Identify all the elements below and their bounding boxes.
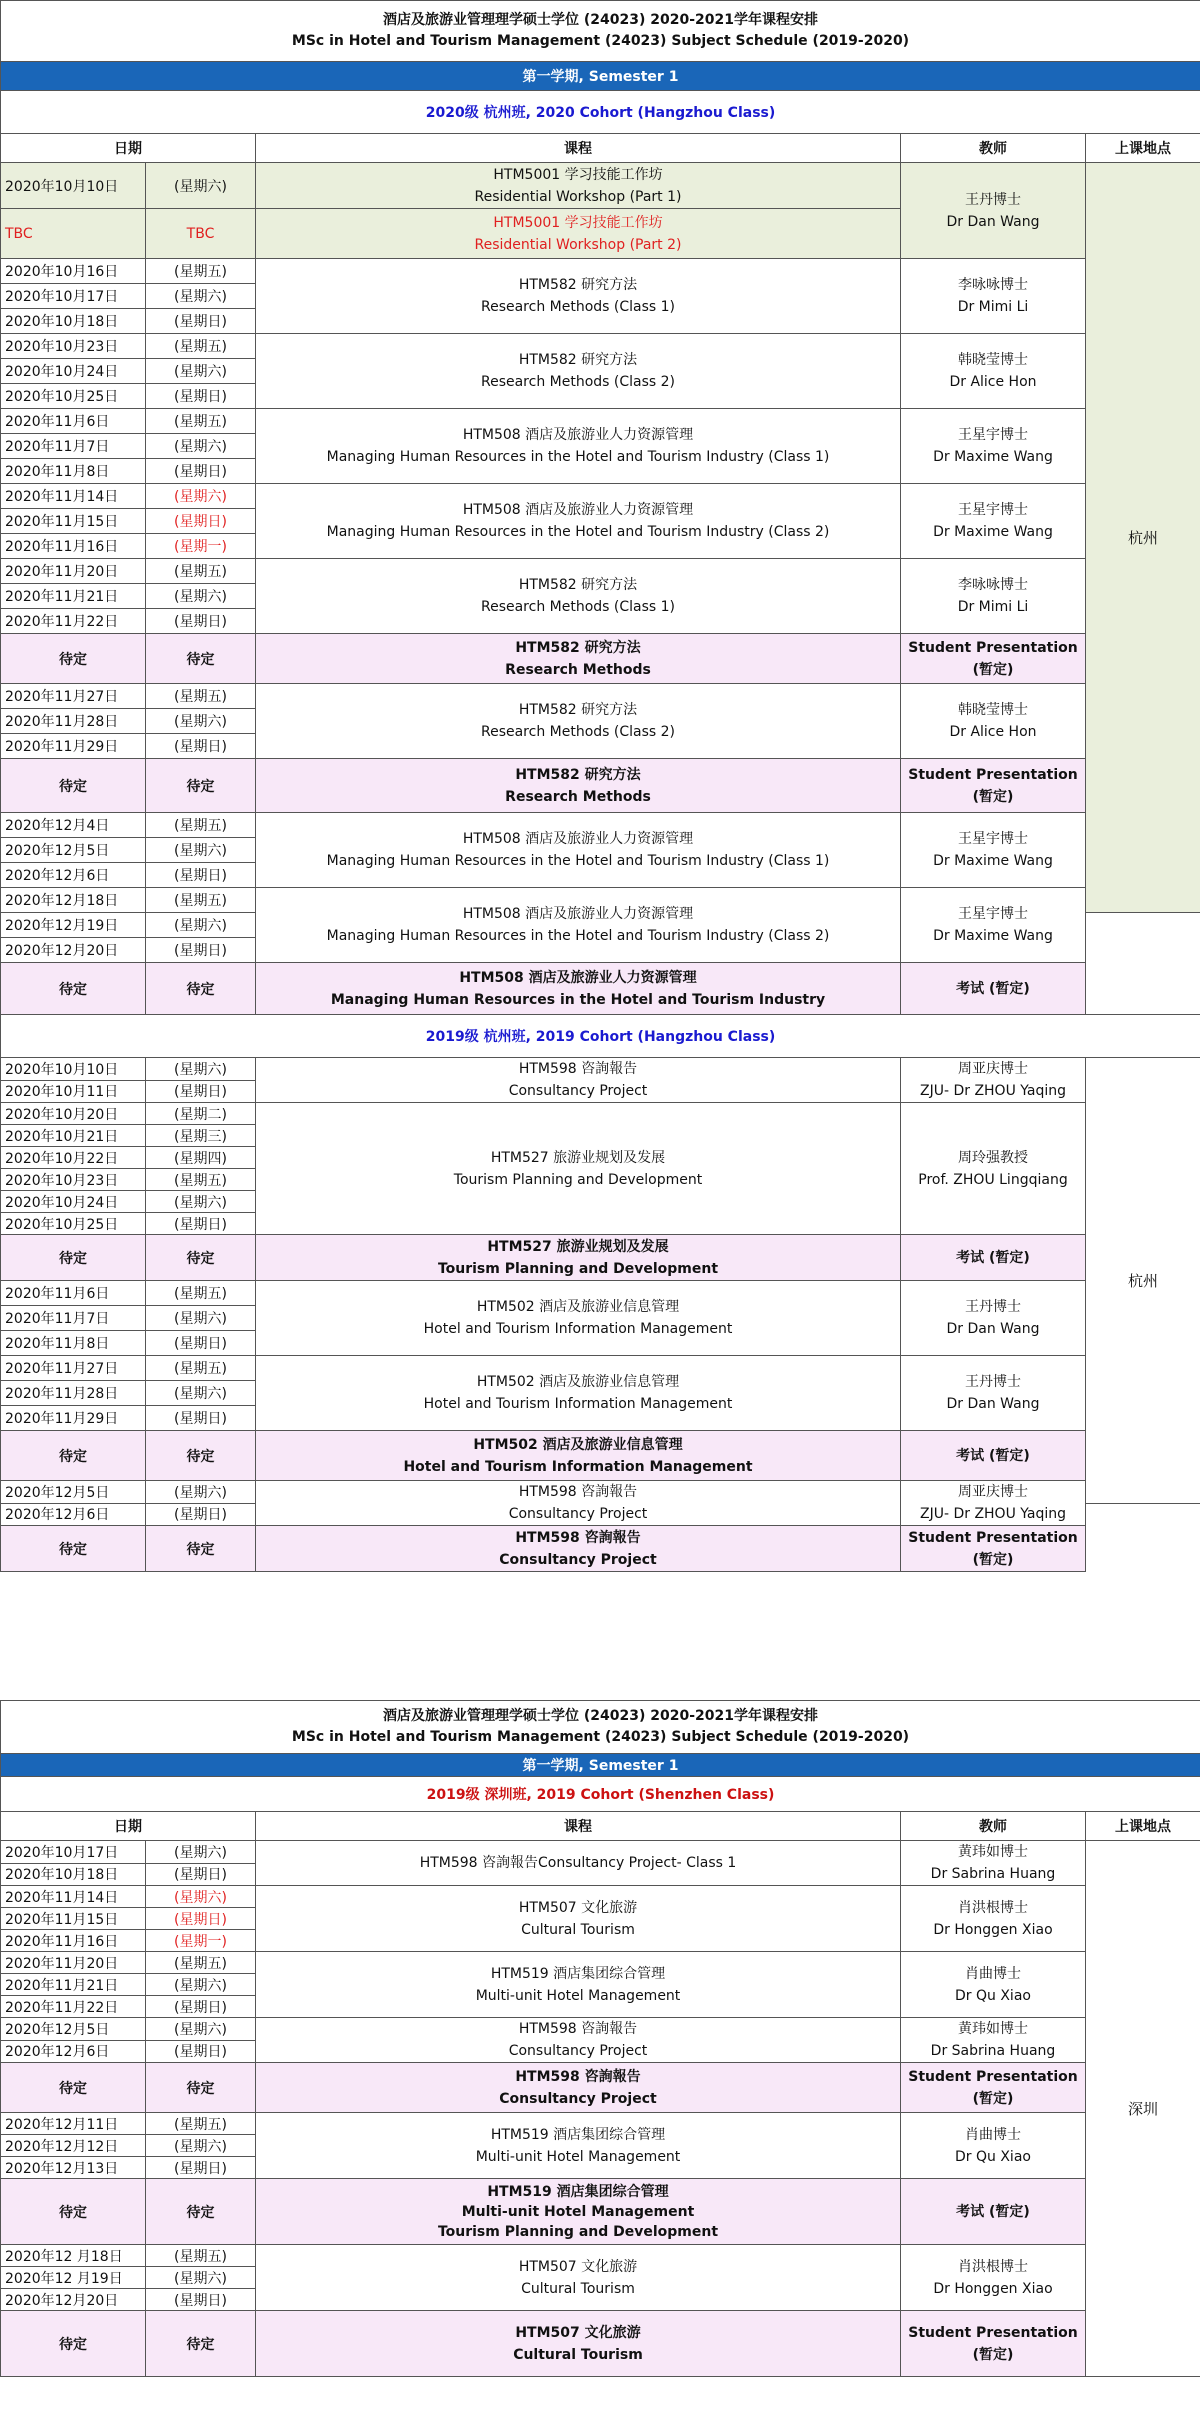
weekday-cell: (星期日) xyxy=(146,863,256,888)
date-cell: 2020年10月10日 xyxy=(1,163,146,209)
teacher-cell: 王星宇博士 Dr Maxime Wang xyxy=(901,484,1086,559)
header-location: 上课地点 xyxy=(1086,1812,1200,1841)
teacher-cell: 考试 (暂定) xyxy=(901,1235,1086,1281)
weekday-cell: (星期五) xyxy=(146,2245,256,2267)
date-cell: 待定 xyxy=(1,759,146,813)
date-cell: 2020年10月24日 xyxy=(1,1191,146,1213)
course-cell: HTM519 酒店集团综合管理 Multi-unit Hotel Management xyxy=(256,1952,901,2018)
teacher-cell: 韩晓莹博士 Dr Alice Hon xyxy=(901,684,1086,759)
weekday-cell: (星期六) xyxy=(146,1306,256,1331)
weekday-cell: (星期日) xyxy=(146,1406,256,1431)
header-course: 课程 xyxy=(256,1812,901,1841)
date-cell: 2020年12月13日 xyxy=(1,2157,146,2179)
teacher-cell: 王星宇博士 Dr Maxime Wang xyxy=(901,813,1086,888)
date-cell: 2020年11月20日 xyxy=(1,559,146,584)
weekday-cell: (星期日) xyxy=(146,1503,256,1526)
date-cell: TBC xyxy=(1,209,146,259)
date-cell: 2020年11月15日 xyxy=(1,1908,146,1930)
cohort-heading-shenzhen: 2019级 深圳班, 2019 Cohort (Shenzhen Class) xyxy=(1,1777,1200,1812)
weekday-cell: (星期日) xyxy=(146,938,256,963)
weekday-cell: (星期日) xyxy=(146,734,256,759)
course-cell: HTM527 旅游业规划及发展 Tourism Planning and Development xyxy=(256,1103,901,1235)
weekday-cell: 待定 xyxy=(146,1526,256,1572)
course-cell: HTM582 研究方法 Research Methods (Class 1) xyxy=(256,559,901,634)
table-row xyxy=(1,2063,1200,2113)
course-cell: HTM582 研究方法 Research Methods (Class 2) xyxy=(256,334,901,409)
weekday-cell: (星期六) xyxy=(146,1058,256,1081)
course-cell: HTM598 咨詢報告 Consultancy Project xyxy=(256,1481,901,1526)
semester-banner: 第一学期, Semester 1 xyxy=(1,1754,1200,1777)
date-cell: 2020年11月8日 xyxy=(1,1331,146,1356)
weekday-cell: (星期日) xyxy=(146,2040,256,2063)
weekday-cell: (星期六) xyxy=(146,2135,256,2157)
weekday-cell: (星期六) xyxy=(146,2267,256,2289)
date-cell: 2020年10月18日 xyxy=(1,1863,146,1886)
weekday-cell: (星期五) xyxy=(146,334,256,359)
course-cell: HTM582 研究方法 Research Methods xyxy=(256,634,901,684)
date-cell: 2020年10月23日 xyxy=(1,334,146,359)
date-cell: 2020年12月5日 xyxy=(1,838,146,863)
date-cell: 2020年12月4日 xyxy=(1,813,146,838)
weekday-cell: (星期三) xyxy=(146,1125,256,1147)
date-cell: 2020年11月28日 xyxy=(1,709,146,734)
date-cell: 2020年10月17日 xyxy=(1,1841,146,1864)
date-cell: 2020年10月23日 xyxy=(1,1169,146,1191)
date-cell: 2020年12月12日 xyxy=(1,2135,146,2157)
course-cell: HTM519 酒店集团综合管理 Multi-unit Hotel Management xyxy=(256,2113,901,2179)
header-date: 日期 xyxy=(1,1812,256,1841)
course-cell: HTM582 研究方法 Research Methods (Class 1) xyxy=(256,259,901,334)
weekday-cell: (星期一) xyxy=(146,1930,256,1952)
weekday-cell: 待定 xyxy=(146,634,256,684)
weekday-cell: (星期五) xyxy=(146,1169,256,1191)
weekday-cell: 待定 xyxy=(146,1235,256,1281)
course-cell: HTM598 咨詢報告 Consultancy Project xyxy=(256,1526,901,1572)
date-cell: 2020年11月29日 xyxy=(1,734,146,759)
weekday-cell: (星期六) xyxy=(146,1381,256,1406)
course-cell: HTM508 酒店及旅游业人力资源管理 Managing Human Resources in the Hotel and Tourism Industry (Class 1) xyxy=(256,813,901,888)
weekday-cell: (星期六) xyxy=(146,913,256,938)
date-cell: 2020年11月6日 xyxy=(1,1281,146,1306)
weekday-cell: (星期二) xyxy=(146,1103,256,1125)
weekday-cell: (星期四) xyxy=(146,1147,256,1169)
date-cell: 2020年11月16日 xyxy=(1,1930,146,1952)
header-teacher: 教师 xyxy=(901,134,1086,163)
semester-banner: 第一学期, Semester 1 xyxy=(1,62,1200,91)
weekday-cell: (星期日) xyxy=(146,1908,256,1930)
weekday-cell: (星期五) xyxy=(146,2113,256,2135)
date-cell: 2020年11月20日 xyxy=(1,1952,146,1974)
date-cell: 2020年10月16日 xyxy=(1,259,146,284)
table-row xyxy=(1,2179,1200,2245)
date-cell: 2020年11月22日 xyxy=(1,609,146,634)
date-cell: 2020年12 月19日 xyxy=(1,2267,146,2289)
date-cell: 2020年12月5日 xyxy=(1,2018,146,2041)
teacher-cell: 肖洪根博士 Dr Honggen Xiao xyxy=(901,2245,1086,2311)
course-cell: HTM507 文化旅游 Cultural Tourism xyxy=(256,2245,901,2311)
weekday-cell: (星期六) xyxy=(146,434,256,459)
date-cell: 待定 xyxy=(1,963,146,1015)
date-cell: 待定 xyxy=(1,1431,146,1481)
weekday-cell: (星期六) xyxy=(146,1481,256,1504)
teacher-cell: 周玲强教授 Prof. ZHOU Lingqiang xyxy=(901,1103,1086,1235)
date-cell: 2020年12月6日 xyxy=(1,2040,146,2063)
weekday-cell: (星期日) xyxy=(146,1331,256,1356)
date-cell: 2020年12月20日 xyxy=(1,2289,146,2311)
weekday-cell: 待定 xyxy=(146,759,256,813)
location-cell: 杭州 xyxy=(1086,163,1200,913)
date-cell: 2020年11月7日 xyxy=(1,434,146,459)
teacher-cell: 王丹博士 Dr Dan Wang xyxy=(901,163,1086,259)
course-cell: HTM507 文化旅游 Cultural Tourism xyxy=(256,1886,901,1952)
teacher-cell: 考试 (暂定) xyxy=(901,1431,1086,1481)
date-cell: 2020年11月29日 xyxy=(1,1406,146,1431)
date-cell: 2020年11月27日 xyxy=(1,684,146,709)
date-cell: 2020年11月27日 xyxy=(1,1356,146,1381)
teacher-cell: 考试 (暂定) xyxy=(901,963,1086,1015)
date-cell: 2020年10月11日 xyxy=(1,1080,146,1103)
course-cell: HTM5001 学习技能工作坊 Residential Workshop (Part 2) xyxy=(256,209,901,259)
weekday-cell: (星期日) xyxy=(146,2157,256,2179)
weekday-cell: (星期五) xyxy=(146,813,256,838)
table-row xyxy=(1,1431,1200,1481)
teacher-cell: 肖曲博士 Dr Qu Xiao xyxy=(901,1952,1086,2018)
teacher-cell: 韩晓莹博士 Dr Alice Hon xyxy=(901,334,1086,409)
date-cell: 2020年12月11日 xyxy=(1,2113,146,2135)
course-cell: HTM598 咨詢報告 Consultancy Project xyxy=(256,2063,901,2113)
date-cell: 2020年11月21日 xyxy=(1,1974,146,1996)
weekday-cell: (星期日) xyxy=(146,309,256,334)
date-cell: 2020年10月25日 xyxy=(1,384,146,409)
date-cell: 2020年12月5日 xyxy=(1,1481,146,1504)
date-cell: 2020年11月7日 xyxy=(1,1306,146,1331)
title-cn: 酒店及旅游业管理理学硕士学位 (24023) 2020-2021学年课程安排 xyxy=(383,12,818,28)
weekday-cell: 待定 xyxy=(146,1431,256,1481)
date-cell: 2020年11月22日 xyxy=(1,1996,146,2018)
weekday-cell: (星期日) xyxy=(146,384,256,409)
title-en: MSc in Hotel and Tourism Management (24023) Subject Schedule (2019-2020) xyxy=(291,33,910,49)
weekday-cell: (星期六) xyxy=(146,838,256,863)
course-cell: HTM527 旅游业规划及发展 Tourism Planning and Development xyxy=(256,1235,901,1281)
weekday-cell: (星期日) xyxy=(146,609,256,634)
header-date: 日期 xyxy=(1,134,256,163)
date-cell: 2020年10月18日 xyxy=(1,309,146,334)
weekday-cell: (星期五) xyxy=(146,888,256,913)
course-cell: HTM508 酒店及旅游业人力资源管理 Managing Human Resources in the Hotel and Tourism Industry (Class 1) xyxy=(256,409,901,484)
course-cell: HTM508 酒店及旅游业人力资源管理 Managing Human Resources in the Hotel and Tourism Industry (Class 2) xyxy=(256,888,901,963)
course-cell: HTM508 酒店及旅游业人力资源管理 Managing Human Resources in the Hotel and Tourism Industry (Class 2) xyxy=(256,484,901,559)
date-cell: 2020年10月25日 xyxy=(1,1213,146,1235)
course-cell: HTM582 研究方法 Research Methods (Class 2) xyxy=(256,684,901,759)
weekday-cell: (星期日) xyxy=(146,1996,256,2018)
date-cell: 待定 xyxy=(1,634,146,684)
date-cell: 2020年11月14日 xyxy=(1,484,146,509)
title-en: MSc in Hotel and Tourism Management (24023) Subject Schedule (2019-2020) xyxy=(291,1729,910,1745)
location-cell: 杭州 xyxy=(1086,1058,1200,1504)
course-cell: HTM598 咨詢報告 Consultancy Project xyxy=(256,1058,901,1103)
weekday-cell: (星期日) xyxy=(146,1080,256,1103)
weekday-cell: (星期六) xyxy=(146,163,256,209)
title-cn: 酒店及旅游业管理理学硕士学位 (24023) 2020-2021学年课程安排 xyxy=(383,1708,818,1724)
weekday-cell: (星期六) xyxy=(146,359,256,384)
weekday-cell: (星期六) xyxy=(146,709,256,734)
date-cell: 2020年10月22日 xyxy=(1,1147,146,1169)
weekday-cell: (星期六) xyxy=(146,484,256,509)
table-row xyxy=(1,1235,1200,1281)
weekday-cell: (星期六) xyxy=(146,2018,256,2041)
teacher-cell: 黄玮如博士 Dr Sabrina Huang xyxy=(901,2018,1086,2063)
weekday-cell: (星期日) xyxy=(146,509,256,534)
teacher-cell: Student Presentation (暂定) xyxy=(901,1526,1086,1572)
course-cell: HTM598 咨詢報告 Consultancy Project xyxy=(256,2018,901,2063)
teacher-cell: Student Presentation (暂定) xyxy=(901,759,1086,813)
teacher-cell: 肖曲博士 Dr Qu Xiao xyxy=(901,2113,1086,2179)
date-cell: 待定 xyxy=(1,2179,146,2245)
date-cell: 2020年10月20日 xyxy=(1,1103,146,1125)
date-cell: 2020年12月6日 xyxy=(1,1503,146,1526)
header-teacher: 教师 xyxy=(901,1812,1086,1841)
table-row xyxy=(1,1526,1200,1572)
table-row xyxy=(1,759,1200,813)
table-title xyxy=(1,1,1200,62)
teacher-cell: Student Presentation (暂定) xyxy=(901,2063,1086,2113)
weekday-cell: (星期五) xyxy=(146,1356,256,1381)
table-row xyxy=(1,259,1200,284)
weekday-cell: (星期六) xyxy=(146,1974,256,1996)
date-cell: 2020年12月20日 xyxy=(1,938,146,963)
weekday-cell: (星期五) xyxy=(146,409,256,434)
weekday-cell: (星期五) xyxy=(146,1281,256,1306)
weekday-cell: (星期六) xyxy=(146,284,256,309)
teacher-cell: 周亚庆博士 ZJU- Dr ZHOU Yaqing xyxy=(901,1058,1086,1103)
teacher-cell: Student Presentation (暂定) xyxy=(901,2311,1086,2377)
date-cell: 2020年11月28日 xyxy=(1,1381,146,1406)
date-cell: 2020年11月8日 xyxy=(1,459,146,484)
location-cell: 深圳 xyxy=(1086,1841,1200,2377)
table-row xyxy=(1,163,1200,209)
weekday-cell: (星期五) xyxy=(146,1952,256,1974)
cohort-heading-2019: 2019级 杭州班, 2019 Cohort (Hangzhou Class) xyxy=(1,1015,1200,1058)
table-row xyxy=(1,963,1200,1015)
teacher-cell: 王星宇博士 Dr Maxime Wang xyxy=(901,888,1086,963)
teacher-cell: 黄玮如博士 Dr Sabrina Huang xyxy=(901,1841,1086,1886)
course-cell: HTM502 酒店及旅游业信息管理 Hotel and Tourism Information Management xyxy=(256,1431,901,1481)
date-cell: 2020年11月14日 xyxy=(1,1886,146,1908)
date-cell: 待定 xyxy=(1,1235,146,1281)
weekday-cell: 待定 xyxy=(146,2063,256,2113)
date-cell: 2020年11月21日 xyxy=(1,584,146,609)
table-row xyxy=(1,634,1200,684)
teacher-cell: Student Presentation (暂定) xyxy=(901,634,1086,684)
course-cell: HTM502 酒店及旅游业信息管理 Hotel and Tourism Information Management xyxy=(256,1281,901,1356)
course-cell: HTM502 酒店及旅游业信息管理 Hotel and Tourism Information Management xyxy=(256,1356,901,1431)
weekday-cell: 待定 xyxy=(146,963,256,1015)
teacher-cell: 王丹博士 Dr Dan Wang xyxy=(901,1281,1086,1356)
date-cell: 待定 xyxy=(1,2063,146,2113)
teacher-cell: 王丹博士 Dr Dan Wang xyxy=(901,1356,1086,1431)
course-cell: HTM508 酒店及旅游业人力资源管理 Managing Human Resources in the Hotel and Tourism Industry xyxy=(256,963,901,1015)
date-cell: 待定 xyxy=(1,1526,146,1572)
teacher-cell: 肖洪根博士 Dr Honggen Xiao xyxy=(901,1886,1086,1952)
header-course: 课程 xyxy=(256,134,901,163)
weekday-cell: TBC xyxy=(146,209,256,259)
weekday-cell: 待定 xyxy=(146,2179,256,2245)
course-cell: HTM507 文化旅游 Cultural Tourism xyxy=(256,2311,901,2377)
date-cell: 2020年10月24日 xyxy=(1,359,146,384)
date-cell: 2020年11月15日 xyxy=(1,509,146,534)
course-cell: HTM5001 学习技能工作坊 Residential Workshop (Part 1) xyxy=(256,163,901,209)
date-cell: 2020年12月19日 xyxy=(1,913,146,938)
teacher-cell: 周亚庆博士 ZJU- Dr ZHOU Yaqing xyxy=(901,1481,1086,1526)
date-cell: 2020年10月21日 xyxy=(1,1125,146,1147)
weekday-cell: (星期六) xyxy=(146,1886,256,1908)
teacher-cell: 王星宇博士 Dr Maxime Wang xyxy=(901,409,1086,484)
date-cell: 2020年12月6日 xyxy=(1,863,146,888)
teacher-cell: 李咏咏博士 Dr Mimi Li xyxy=(901,259,1086,334)
weekday-cell: (星期日) xyxy=(146,459,256,484)
weekday-cell: (星期六) xyxy=(146,1191,256,1213)
weekday-cell: 待定 xyxy=(146,2311,256,2377)
table-title xyxy=(1,1701,1200,1754)
cohort-heading-2020: 2020级 杭州班, 2020 Cohort (Hangzhou Class) xyxy=(1,91,1200,134)
weekday-cell: (星期六) xyxy=(146,1841,256,1864)
teacher-cell: 李咏咏博士 Dr Mimi Li xyxy=(901,559,1086,634)
course-cell: HTM598 咨詢報告Consultancy Project- Class 1 xyxy=(256,1841,901,1886)
schedule-table-shenzhen xyxy=(0,1700,1200,2377)
date-cell: 2020年10月17日 xyxy=(1,284,146,309)
date-cell: 2020年10月10日 xyxy=(1,1058,146,1081)
date-cell: 2020年12 月18日 xyxy=(1,2245,146,2267)
header-location: 上课地点 xyxy=(1086,134,1200,163)
date-cell: 2020年11月16日 xyxy=(1,534,146,559)
weekday-cell: (星期五) xyxy=(146,259,256,284)
weekday-cell: (星期六) xyxy=(146,584,256,609)
weekday-cell: (星期五) xyxy=(146,559,256,584)
weekday-cell: (星期日) xyxy=(146,1863,256,1886)
course-cell: HTM519 酒店集团综合管理 Multi-unit Hotel Management Tourism Planning and Development xyxy=(256,2179,901,2245)
weekday-cell: (星期日) xyxy=(146,1213,256,1235)
course-cell: HTM582 研究方法 Research Methods xyxy=(256,759,901,813)
weekday-cell: (星期日) xyxy=(146,2289,256,2311)
weekday-cell: (星期一) xyxy=(146,534,256,559)
weekday-cell: (星期五) xyxy=(146,684,256,709)
date-cell: 待定 xyxy=(1,2311,146,2377)
date-cell: 2020年12月18日 xyxy=(1,888,146,913)
teacher-cell: 考试 (暂定) xyxy=(901,2179,1086,2245)
table-row xyxy=(1,2311,1200,2377)
date-cell: 2020年11月6日 xyxy=(1,409,146,434)
